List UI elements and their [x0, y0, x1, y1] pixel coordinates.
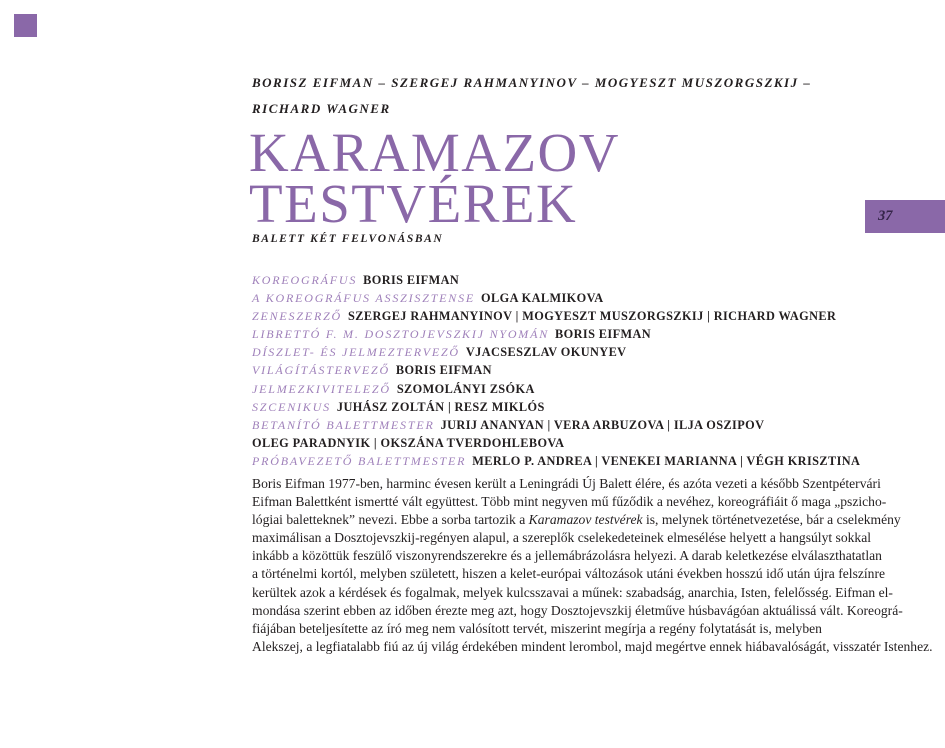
credit-names: SZERGEJ RAHMANYINOV | MOGYESZT MUSZORGSZKIJ | RICHARD WAGNER: [348, 309, 837, 324]
title-line-1: KARAMAZOV: [249, 122, 620, 183]
credit-label: LIBRETTÓ F. M. DOSZTOJEVSZKIJ NYOMÁN: [252, 327, 550, 342]
page-number: 37: [878, 208, 893, 224]
corner-accent-square: [14, 14, 37, 37]
credit-label: JELMEZKIVITELEZŐ: [252, 381, 391, 396]
credit-names: BORIS EIFMAN: [363, 273, 460, 287]
credit-line-scenic: [252, 398, 860, 416]
description-paragraph: [252, 475, 932, 656]
body-line: kerültek azok a kérdések és fogalmak, melyek kulcsszavai a műnek: szabadság, anarchia, Isten, felelősség. Eifman el-: [252, 584, 893, 600]
body-line: Alekszej, a legfiatalabb fiú az új világ érdekében mindent lerombol, majd megértve ennek hiábavalóságát, visszatér Istenhez.: [252, 638, 933, 654]
credit-line-lighting-designer: [252, 361, 860, 379]
credit-names: BORIS EIFMAN: [555, 327, 652, 342]
credit-names: JURIJ ANANYAN | VERA ARBUZOVA | ILJA OSZIPOV: [440, 417, 765, 432]
credit-label: VILÁGÍTÁSTERVEZŐ: [252, 363, 390, 378]
body-line: Eifman Balettként ismertté vált együttest. Több mint negyven mű fűződik a nevéhez, koreográfiáit ő maga „pszicho-: [252, 494, 887, 510]
credit-line-repetiteur-continued: [252, 434, 860, 452]
credit-line-rehearsal-leader: [252, 452, 860, 470]
credit-line-choreographer: [252, 271, 860, 289]
credit-line-composer: [252, 307, 860, 325]
credit-line-set-costume-designer: [252, 343, 860, 361]
body-text-fragment: is, melynek történetvezetése, bár a cselekmény: [642, 512, 901, 528]
credit-label: A KOREOGRÁFUS ASSZISZTENSE: [252, 291, 476, 306]
body-line: a történelmi kortól, melyben született, hiszen a kelet-európai változások utáni években hosszú idő után újra felszínre: [252, 566, 886, 582]
credit-names: SZOMOLÁNYI ZSÓKA: [396, 381, 535, 396]
credit-names: BORIS EIFMAN: [395, 363, 492, 378]
work-title-italic: Karamazov testvérek: [528, 512, 643, 528]
body-line: fiájában beteljesítette az író meg nem valósított tervét, miszerint megírja a regény folytatását is, melyben: [252, 620, 822, 636]
page-title: [249, 122, 620, 234]
credit-label: DÍSZLET- ÉS JELMEZTERVEZŐ: [252, 345, 460, 360]
body-line: mondása szerint ebben az időben érezte meg azt, hogy Dosztojevszkij életműve húsbavágóan aktuálissá vált. Koreográ-: [252, 602, 903, 618]
credit-label: PRÓBAVEZETŐ BALETTMESTER: [252, 453, 467, 468]
authors-heading: [252, 70, 811, 122]
credit-line-repetiteur: [252, 416, 860, 434]
credit-names: OLEG PARADNYIK | OKSZÁNA TVERDOHLEBOVA: [252, 435, 565, 450]
body-line: maximálisan a Dosztojevszkij-regényen alapul, a szereplők cselekedeteinek elmesélése helyett a hangsúlyt sokkal: [252, 530, 872, 546]
title-line-2: TESTVÉREK: [249, 173, 578, 234]
body-line: Boris Eifman 1977-ben, harminc évesen került a Leningrádi Új Balett élére, és azóta vezeti a később Szentpétervári: [252, 476, 881, 491]
credit-label: SZCENIKUS: [252, 399, 331, 414]
credit-names: JUHÁSZ ZOLTÁN | RESZ MIKLÓS: [336, 399, 545, 414]
credit-line-assistant: [252, 289, 860, 307]
credit-line-libretto: [252, 325, 860, 343]
credit-line-costume-maker: [252, 380, 860, 398]
credit-label: BETANÍTÓ BALETTMESTER: [252, 417, 435, 432]
credit-names: OLGA KALMIKOVA: [481, 291, 604, 306]
credit-names: MERLO P. ANDREA | VENEKEI MARIANNA | VÉGH KRISZTINA: [472, 453, 861, 468]
body-line: inkább a közöttük feszülő viszonyrendszerekre és a jellemábrázolásra helyezi. A darab keletkezése elválaszthatatlan: [252, 548, 882, 564]
body-text-fragment: lógiai baletteknek” nevezi. Ebbe a sorba tartozik a: [252, 512, 529, 528]
credit-names: VJACSESZLAV OKUNYEV: [465, 345, 627, 360]
credits-list: [252, 271, 860, 470]
authors-line-1: BORISZ EIFMAN – SZERGEJ RAHMANYINOV – MOGYESZT MUSZORGSZKIJ –: [252, 75, 812, 90]
authors-line-2: RICHARD WAGNER: [252, 101, 391, 116]
body-line-with-italic-title: [252, 511, 932, 529]
credit-label: KOREOGRÁFUS: [252, 273, 358, 287]
credit-label: ZENESZERZŐ: [252, 309, 343, 324]
subtitle: BALETT KÉT FELVONÁSBAN: [252, 233, 444, 245]
page-number-tab: [865, 200, 945, 233]
